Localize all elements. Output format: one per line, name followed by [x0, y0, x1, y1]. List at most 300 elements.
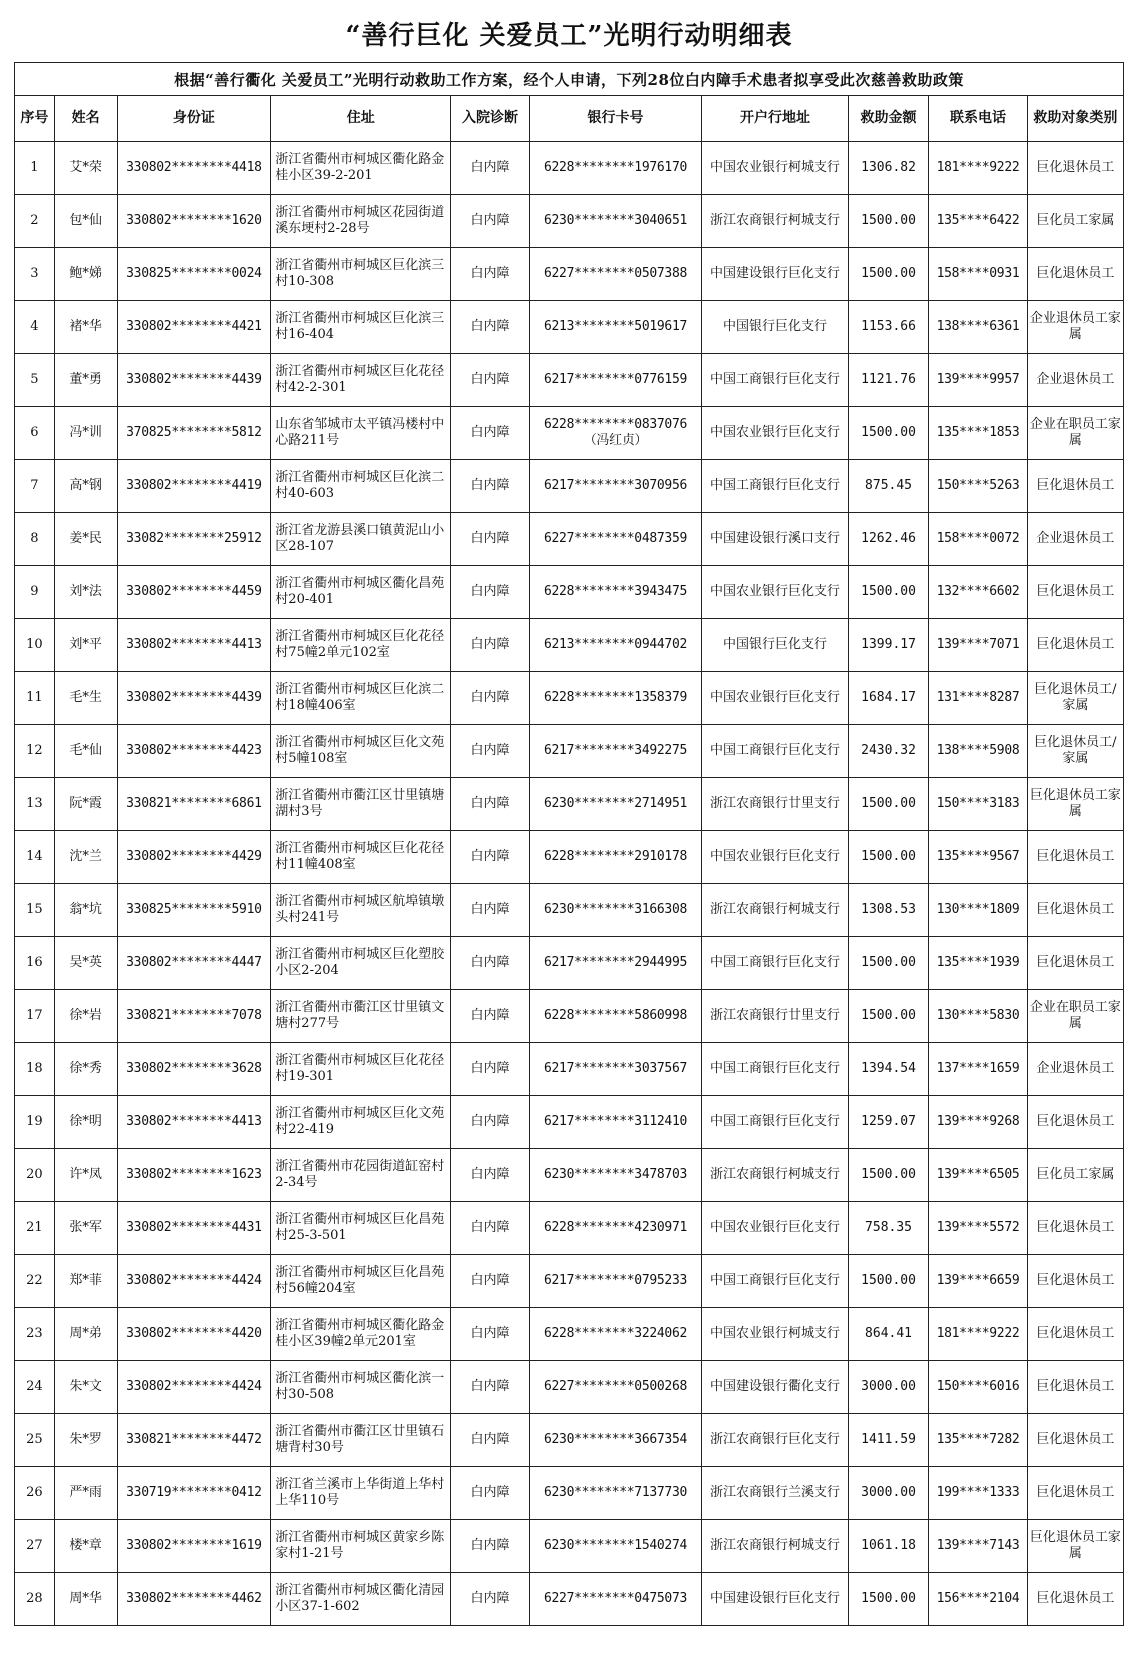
table-row	[15, 725, 1124, 778]
address: 浙江省兰溪市上华街道上华村上华110号	[271, 1467, 451, 1520]
bank-branch: 中国工商银行巨化支行	[702, 725, 848, 778]
id-number: 330825********0024	[117, 248, 271, 301]
row-number: 14	[15, 831, 55, 884]
header-type: 救助对象类别	[1027, 96, 1123, 142]
bank-card-number: 6228********4230971	[543, 1220, 687, 1235]
recipient-type: 巨化退休员工	[1027, 460, 1123, 513]
relief-amount: 875.45	[848, 460, 929, 513]
address: 浙江省衢州市花园街道缸窑村2-34号	[271, 1149, 451, 1202]
phone-number: 132****6602	[929, 566, 1027, 619]
phone-number: 181****9222	[929, 1308, 1027, 1361]
bank-card-number: 6230********3478703	[543, 1167, 687, 1182]
bank-card	[529, 513, 702, 566]
row-number: 9	[15, 566, 55, 619]
bank-card-number: 6228********3224062	[543, 1326, 687, 1341]
patient-name: 周*华	[54, 1573, 117, 1626]
table-row	[15, 1467, 1124, 1520]
relief-amount: 1061.18	[848, 1520, 929, 1573]
bank-card-number: 6228********1358379	[543, 690, 687, 705]
bank-card-number: 6228********5860998	[543, 1008, 687, 1023]
recipient-type: 巨化退休员工/家属	[1027, 672, 1123, 725]
table-row	[15, 619, 1124, 672]
relief-amount: 1500.00	[848, 407, 929, 460]
patient-name: 刘*法	[54, 566, 117, 619]
table-row	[15, 672, 1124, 725]
id-number: 330802********4462	[117, 1573, 271, 1626]
id-number: 330802********3628	[117, 1043, 271, 1096]
bank-card	[529, 142, 702, 195]
recipient-type: 巨化退休员工	[1027, 1414, 1123, 1467]
bank-card-number: 6227********0507388	[543, 266, 687, 281]
recipient-type: 巨化退休员工家属	[1027, 778, 1123, 831]
diagnosis: 白内障	[451, 1043, 529, 1096]
id-number: 330802********4439	[117, 672, 271, 725]
recipient-type: 巨化退休员工	[1027, 1573, 1123, 1626]
diagnosis: 白内障	[451, 1308, 529, 1361]
table-row	[15, 566, 1124, 619]
address: 浙江省衢州市柯城区巨化滨三村16-404	[271, 301, 451, 354]
document-title: “善行巨化 关爱员工”光明行动明细表	[345, 21, 793, 51]
relief-amount: 1500.00	[848, 1149, 929, 1202]
phone-number: 130****1809	[929, 884, 1027, 937]
bank-card	[529, 831, 702, 884]
bank-card	[529, 1573, 702, 1626]
diagnosis: 白内障	[451, 725, 529, 778]
table-row	[15, 513, 1124, 566]
table-row	[15, 407, 1124, 460]
address: 浙江省衢州市衢江区廿里镇石塘背村30号	[271, 1414, 451, 1467]
phone-number: 138****5908	[929, 725, 1027, 778]
id-number: 330802********4424	[117, 1361, 271, 1414]
table-row	[15, 937, 1124, 990]
bank-branch: 浙江农商银行柯城支行	[702, 884, 848, 937]
patient-name: 董*勇	[54, 354, 117, 407]
address: 浙江省衢州市柯城区巨化花径村11幢408室	[271, 831, 451, 884]
id-number: 330821********4472	[117, 1414, 271, 1467]
address: 浙江省衢州市柯城区巨化滨三村10-308	[271, 248, 451, 301]
row-number: 3	[15, 248, 55, 301]
id-number: 330802********1620	[117, 195, 271, 248]
row-number: 28	[15, 1573, 55, 1626]
address: 浙江省衢州市柯城区巨化文苑村5幢108室	[271, 725, 451, 778]
table-row	[15, 195, 1124, 248]
diagnosis: 白内障	[451, 195, 529, 248]
patient-name: 刘*平	[54, 619, 117, 672]
address: 山东省邹城市太平镇冯楼村中心路211号	[271, 407, 451, 460]
bank-card-number: 6217********3112410	[543, 1114, 687, 1129]
table-row	[15, 1149, 1124, 1202]
phone-number: 150****3183	[929, 778, 1027, 831]
bank-card	[529, 248, 702, 301]
diagnosis: 白内障	[451, 566, 529, 619]
relief-detail-table	[14, 62, 1124, 1626]
relief-amount: 1153.66	[848, 301, 929, 354]
bank-card	[529, 1520, 702, 1573]
address: 浙江省衢州市柯城区航埠镇墩头村241号	[271, 884, 451, 937]
recipient-type: 企业在职员工家属	[1027, 407, 1123, 460]
patient-name: 吴*英	[54, 937, 117, 990]
phone-number: 139****5572	[929, 1202, 1027, 1255]
bank-card-number: 6217********0795233	[543, 1273, 687, 1288]
bank-branch: 中国银行巨化支行	[702, 301, 848, 354]
patient-name: 褚*华	[54, 301, 117, 354]
row-number: 22	[15, 1255, 55, 1308]
table-row	[15, 884, 1124, 937]
relief-amount: 1500.00	[848, 1255, 929, 1308]
phone-number: 139****6505	[929, 1149, 1027, 1202]
table-subtitle: 根据“善行衢化 关爱员工”光明行动救助工作方案，经个人申请，下列28位白内障手术患者拟享受此次慈善救助政策	[15, 63, 1124, 96]
phone-number: 139****9268	[929, 1096, 1027, 1149]
bank-card	[529, 566, 702, 619]
bank-branch: 浙江农商银行柯城支行	[702, 1520, 848, 1573]
bank-branch: 中国建设银行巨化支行	[702, 1573, 848, 1626]
diagnosis: 白内障	[451, 1573, 529, 1626]
diagnosis: 白内障	[451, 672, 529, 725]
recipient-type: 巨化员工家属	[1027, 195, 1123, 248]
patient-name: 阮*霞	[54, 778, 117, 831]
recipient-type: 巨化退休员工	[1027, 1308, 1123, 1361]
id-number: 330802********4421	[117, 301, 271, 354]
row-number: 7	[15, 460, 55, 513]
row-number: 13	[15, 778, 55, 831]
phone-number: 137****1659	[929, 1043, 1027, 1096]
bank-card-number: 6230********3040651	[543, 213, 687, 228]
row-number: 10	[15, 619, 55, 672]
relief-amount: 3000.00	[848, 1361, 929, 1414]
address: 浙江省衢州市柯城区衢化清园小区37-1-602	[271, 1573, 451, 1626]
recipient-type: 巨化退休员工	[1027, 1202, 1123, 1255]
id-number: 330802********4431	[117, 1202, 271, 1255]
row-number: 23	[15, 1308, 55, 1361]
patient-name: 徐*岩	[54, 990, 117, 1043]
recipient-type: 巨化退休员工	[1027, 142, 1123, 195]
address: 浙江省衢州市柯城区巨化塑胶小区2-204	[271, 937, 451, 990]
bank-card-number: 6227********0500268	[543, 1379, 687, 1394]
bank-branch: 浙江农商银行柯城支行	[702, 1149, 848, 1202]
recipient-type: 巨化退休员工	[1027, 248, 1123, 301]
header-no: 序号	[15, 96, 55, 142]
id-number: 330802********4419	[117, 460, 271, 513]
address: 浙江省衢州市柯城区黄家乡陈家村1-21号	[271, 1520, 451, 1573]
id-number: 330802********4423	[117, 725, 271, 778]
patient-name: 姜*民	[54, 513, 117, 566]
relief-amount: 1411.59	[848, 1414, 929, 1467]
relief-amount: 1500.00	[848, 990, 929, 1043]
table-row	[15, 1043, 1124, 1096]
bank-card-number: 6217********2944995	[543, 955, 687, 970]
diagnosis: 白内障	[451, 1414, 529, 1467]
table-row	[15, 1202, 1124, 1255]
phone-number: 138****6361	[929, 301, 1027, 354]
diagnosis: 白内障	[451, 1202, 529, 1255]
phone-number: 150****6016	[929, 1361, 1027, 1414]
recipient-type: 巨化退休员工	[1027, 1255, 1123, 1308]
id-number: 330802********4418	[117, 142, 271, 195]
bank-card	[529, 1308, 702, 1361]
id-number: 330802********4429	[117, 831, 271, 884]
table-row	[15, 778, 1124, 831]
bank-branch: 中国农业银行柯城支行	[702, 142, 848, 195]
bank-card	[529, 1096, 702, 1149]
id-number: 330802********4420	[117, 1308, 271, 1361]
header-address: 住址	[271, 96, 451, 142]
relief-amount: 1684.17	[848, 672, 929, 725]
recipient-type: 巨化退休员工	[1027, 566, 1123, 619]
bank-card	[529, 1202, 702, 1255]
bank-branch: 中国农业银行柯城支行	[702, 1308, 848, 1361]
relief-amount: 1262.46	[848, 513, 929, 566]
row-number: 27	[15, 1520, 55, 1573]
phone-number: 135****7282	[929, 1414, 1027, 1467]
phone-number: 139****6659	[929, 1255, 1027, 1308]
row-number: 24	[15, 1361, 55, 1414]
patient-name: 楼*章	[54, 1520, 117, 1573]
row-number: 8	[15, 513, 55, 566]
phone-number: 139****9957	[929, 354, 1027, 407]
row-number: 2	[15, 195, 55, 248]
row-number: 21	[15, 1202, 55, 1255]
recipient-type: 巨化退休员工	[1027, 619, 1123, 672]
row-number: 11	[15, 672, 55, 725]
bank-branch: 中国农业银行巨化支行	[702, 672, 848, 725]
id-number: 330802********4413	[117, 619, 271, 672]
recipient-type: 巨化退休员工	[1027, 937, 1123, 990]
bank-branch: 中国建设银行巨化支行	[702, 248, 848, 301]
table-row	[15, 831, 1124, 884]
diagnosis: 白内障	[451, 1520, 529, 1573]
relief-amount: 1306.82	[848, 142, 929, 195]
bank-card-number: 6228********2910178	[543, 849, 687, 864]
bank-branch: 中国工商银行巨化支行	[702, 937, 848, 990]
table-row	[15, 1308, 1124, 1361]
header-phone: 联系电话	[929, 96, 1027, 142]
diagnosis: 白内障	[451, 990, 529, 1043]
bank-card	[529, 725, 702, 778]
table-row	[15, 1414, 1124, 1467]
bank-branch: 浙江农商银行柯城支行	[702, 195, 848, 248]
bank-card	[529, 937, 702, 990]
relief-amount: 1500.00	[848, 195, 929, 248]
bank-branch: 中国建设银行溪口支行	[702, 513, 848, 566]
patient-name: 朱*罗	[54, 1414, 117, 1467]
recipient-type: 巨化退休员工	[1027, 884, 1123, 937]
bank-branch: 中国工商银行巨化支行	[702, 354, 848, 407]
address: 浙江省龙游县溪口镇黄泥山小区28-107	[271, 513, 451, 566]
recipient-type: 企业在职员工家属	[1027, 990, 1123, 1043]
bank-card	[529, 778, 702, 831]
relief-amount: 1500.00	[848, 248, 929, 301]
patient-name: 朱*文	[54, 1361, 117, 1414]
bank-card-number: 6228********3943475	[543, 584, 687, 599]
table-row	[15, 990, 1124, 1043]
recipient-type: 巨化退休员工家属	[1027, 1520, 1123, 1573]
row-number: 5	[15, 354, 55, 407]
bank-branch: 中国工商银行巨化支行	[702, 1255, 848, 1308]
relief-amount: 1121.76	[848, 354, 929, 407]
diagnosis: 白内障	[451, 513, 529, 566]
bank-card-number: 6228********1976170	[543, 160, 687, 175]
diagnosis: 白内障	[451, 1149, 529, 1202]
bank-card-holder-note: （冯红贞）	[583, 433, 648, 448]
address: 浙江省衢州市柯城区衢化路金桂小区39幢2单元201室	[271, 1308, 451, 1361]
diagnosis: 白内障	[451, 1096, 529, 1149]
patient-name: 郑*菲	[54, 1255, 117, 1308]
recipient-type: 巨化员工家属	[1027, 1149, 1123, 1202]
row-number: 15	[15, 884, 55, 937]
bank-branch: 中国工商银行巨化支行	[702, 460, 848, 513]
id-number: 330825********5910	[117, 884, 271, 937]
bank-card-number: 6230********1540274	[543, 1538, 687, 1553]
id-number: 330821********6861	[117, 778, 271, 831]
relief-amount: 1500.00	[848, 566, 929, 619]
address: 浙江省衢州市柯城区巨化花径村42-2-301	[271, 354, 451, 407]
bank-card	[529, 619, 702, 672]
id-number: 330719********0412	[117, 1467, 271, 1520]
bank-card-number: 6213********5019617	[543, 319, 687, 334]
phone-number: 158****0072	[929, 513, 1027, 566]
bank-card-number: 6227********0475073	[543, 1591, 687, 1606]
bank-branch: 浙江农商银行廿里支行	[702, 778, 848, 831]
phone-number: 181****9222	[929, 142, 1027, 195]
table-row	[15, 142, 1124, 195]
relief-amount: 2430.32	[848, 725, 929, 778]
patient-name: 徐*秀	[54, 1043, 117, 1096]
patient-name: 冯*训	[54, 407, 117, 460]
address: 浙江省衢州市柯城区巨化花径村19-301	[271, 1043, 451, 1096]
bank-branch: 中国农业银行巨化支行	[702, 407, 848, 460]
patient-name: 严*雨	[54, 1467, 117, 1520]
bank-card-number: 6230********3166308	[543, 902, 687, 917]
patient-name: 周*弟	[54, 1308, 117, 1361]
bank-branch: 浙江农商银行廿里支行	[702, 990, 848, 1043]
row-number: 12	[15, 725, 55, 778]
phone-number: 139****7071	[929, 619, 1027, 672]
row-number: 26	[15, 1467, 55, 1520]
recipient-type: 巨化退休员工	[1027, 1361, 1123, 1414]
table-row	[15, 301, 1124, 354]
table-row	[15, 1255, 1124, 1308]
address: 浙江省衢州市衢江区廿里镇塘湖村3号	[271, 778, 451, 831]
bank-branch: 中国工商银行巨化支行	[702, 1096, 848, 1149]
bank-branch: 中国农业银行巨化支行	[702, 566, 848, 619]
bank-card	[529, 1255, 702, 1308]
id-number: 330821********7078	[117, 990, 271, 1043]
phone-number: 139****7143	[929, 1520, 1027, 1573]
bank-card-number: 6217********3492275	[543, 743, 687, 758]
diagnosis: 白内障	[451, 1361, 529, 1414]
row-number: 1	[15, 142, 55, 195]
address: 浙江省衢州市柯城区衢化昌苑村20-401	[271, 566, 451, 619]
diagnosis: 白内障	[451, 460, 529, 513]
relief-amount: 1259.07	[848, 1096, 929, 1149]
relief-amount: 1500.00	[848, 1573, 929, 1626]
bank-card-number: 6230********3667354	[543, 1432, 687, 1447]
bank-card-number: 6217********3037567	[543, 1061, 687, 1076]
relief-amount: 758.35	[848, 1202, 929, 1255]
bank-card-number: 6217********0776159	[543, 372, 687, 387]
diagnosis: 白内障	[451, 937, 529, 990]
address: 浙江省衢州市柯城区巨化滨二村40-603	[271, 460, 451, 513]
table-row	[15, 1573, 1124, 1626]
patient-name: 高*钢	[54, 460, 117, 513]
bank-card-number: 6217********3070956	[543, 478, 687, 493]
bank-card-number: 6213********0944702	[543, 637, 687, 652]
bank-card	[529, 1467, 702, 1520]
row-number: 4	[15, 301, 55, 354]
diagnosis: 白内障	[451, 831, 529, 884]
recipient-type: 企业退休员工	[1027, 1043, 1123, 1096]
header-bank: 开户行地址	[702, 96, 848, 142]
row-number: 20	[15, 1149, 55, 1202]
bank-card	[529, 1149, 702, 1202]
address: 浙江省衢州市柯城区巨化昌苑村25-3-501	[271, 1202, 451, 1255]
phone-number: 150****5263	[929, 460, 1027, 513]
table-row	[15, 460, 1124, 513]
table-row	[15, 1361, 1124, 1414]
address: 浙江省衢州市柯城区花园街道溪东埂村2-28号	[271, 195, 451, 248]
bank-card-number: 6230********2714951	[543, 796, 687, 811]
row-number: 17	[15, 990, 55, 1043]
bank-card-number: 6228********0837076	[543, 417, 687, 432]
patient-name: 毛*生	[54, 672, 117, 725]
recipient-type: 企业退休员工	[1027, 513, 1123, 566]
id-number: 330802********4459	[117, 566, 271, 619]
table-row	[15, 248, 1124, 301]
recipient-type: 巨化退休员工	[1027, 831, 1123, 884]
recipient-type: 巨化退休员工	[1027, 1467, 1123, 1520]
recipient-type: 巨化退休员工/家属	[1027, 725, 1123, 778]
relief-amount: 1500.00	[848, 831, 929, 884]
table-row	[15, 354, 1124, 407]
address: 浙江省衢州市柯城区巨化花径村75幢2单元102室	[271, 619, 451, 672]
diagnosis: 白内障	[451, 248, 529, 301]
patient-name: 艾*荣	[54, 142, 117, 195]
patient-name: 沈*兰	[54, 831, 117, 884]
relief-amount: 1394.54	[848, 1043, 929, 1096]
phone-number: 156****2104	[929, 1573, 1027, 1626]
bank-card	[529, 460, 702, 513]
id-number: 330802********4424	[117, 1255, 271, 1308]
diagnosis: 白内障	[451, 407, 529, 460]
relief-amount: 1399.17	[848, 619, 929, 672]
diagnosis: 白内障	[451, 354, 529, 407]
id-number: 330802********1619	[117, 1520, 271, 1573]
id-number: 330802********4447	[117, 937, 271, 990]
diagnosis: 白内障	[451, 884, 529, 937]
patient-name: 许*凤	[54, 1149, 117, 1202]
table-row	[15, 1096, 1124, 1149]
bank-card	[529, 990, 702, 1043]
patient-name: 徐*明	[54, 1096, 117, 1149]
row-number: 19	[15, 1096, 55, 1149]
phone-number: 135****9567	[929, 831, 1027, 884]
header-diagnosis: 入院诊断	[451, 96, 529, 142]
phone-number: 135****1853	[929, 407, 1027, 460]
recipient-type: 企业退休员工	[1027, 354, 1123, 407]
table-row	[15, 1520, 1124, 1573]
bank-card	[529, 672, 702, 725]
bank-card	[529, 884, 702, 937]
diagnosis: 白内障	[451, 1467, 529, 1520]
bank-card	[529, 354, 702, 407]
bank-card	[529, 1361, 702, 1414]
id-number: 330802********1623	[117, 1149, 271, 1202]
id-number: 330802********4413	[117, 1096, 271, 1149]
relief-amount: 3000.00	[848, 1467, 929, 1520]
diagnosis: 白内障	[451, 619, 529, 672]
bank-card-number: 6230********7137730	[543, 1485, 687, 1500]
address: 浙江省衢州市衢江区廿里镇文塘村277号	[271, 990, 451, 1043]
